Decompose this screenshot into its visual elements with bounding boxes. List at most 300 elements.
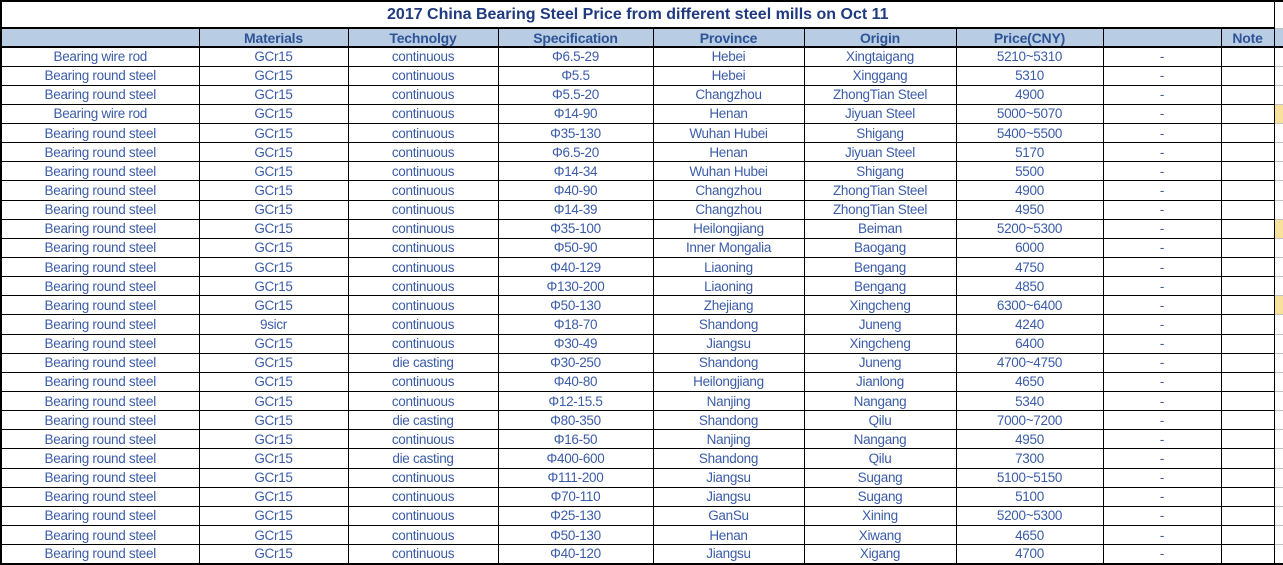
cell-materials: GCr15 [199, 277, 348, 296]
table-row [1, 219, 1283, 238]
table-row [1, 468, 1283, 487]
cell-specification: Φ14-34 [498, 162, 653, 181]
table-row [1, 200, 1283, 219]
cell-origin: Xining [804, 506, 956, 525]
cell-price: 4240 [956, 315, 1103, 334]
cell-dash: - [1103, 449, 1221, 468]
cell-note [1221, 430, 1274, 449]
cutoff-column-sliver [1274, 219, 1283, 238]
cell-origin: Qilu [804, 411, 956, 430]
cell-specification: Φ40-129 [498, 258, 653, 277]
cutoff-column-sliver [1274, 334, 1283, 353]
cell-materials: GCr15 [199, 162, 348, 181]
cell-province: Heilongjiang [653, 372, 804, 391]
cell-product: Bearing round steel [1, 526, 199, 545]
cell-technolgy: die casting [348, 353, 498, 372]
cutoff-column-sliver [1274, 372, 1283, 391]
cell-materials: GCr15 [199, 392, 348, 411]
cell-province: Nanjing [653, 392, 804, 411]
cutoff-column-sliver [1274, 238, 1283, 257]
cell-dash: - [1103, 430, 1221, 449]
table-row [1, 66, 1283, 85]
cell-product: Bearing round steel [1, 162, 199, 181]
cell-specification: Φ5.5-20 [498, 85, 653, 104]
cell-origin: Shigang [804, 124, 956, 143]
cell-dash: - [1103, 372, 1221, 391]
cutoff-column-sliver [1274, 353, 1283, 372]
cell-dash: - [1103, 47, 1221, 66]
cell-price: 4650 [956, 372, 1103, 391]
cell-technolgy: continuous [348, 487, 498, 506]
cell-dash: - [1103, 200, 1221, 219]
cell-origin: Xigang [804, 545, 956, 564]
cell-specification: Φ35-100 [498, 219, 653, 238]
cell-dash: - [1103, 487, 1221, 506]
cell-price: 7000~7200 [956, 411, 1103, 430]
cell-materials: GCr15 [199, 124, 348, 143]
cell-specification: Φ111-200 [498, 468, 653, 487]
cell-price: 7300 [956, 449, 1103, 468]
cell-materials: GCr15 [199, 353, 348, 372]
cell-materials: GCr15 [199, 545, 348, 564]
cell-technolgy: continuous [348, 124, 498, 143]
cell-price: 5200~5300 [956, 219, 1103, 238]
cutoff-column-sliver [1274, 449, 1283, 468]
cell-note [1221, 353, 1274, 372]
header-row [1, 28, 1283, 47]
title-row [1, 1, 1283, 28]
cell-technolgy: continuous [348, 334, 498, 353]
cell-materials: GCr15 [199, 506, 348, 525]
cell-origin: Xingtaigang [804, 47, 956, 66]
cell-product: Bearing round steel [1, 506, 199, 525]
cutoff-column-sliver [1274, 66, 1283, 85]
cell-product: Bearing round steel [1, 66, 199, 85]
cell-province: Wuhan Hubei [653, 162, 804, 181]
cell-materials: GCr15 [199, 238, 348, 257]
cell-province: Wuhan Hubei [653, 124, 804, 143]
cell-materials: 9sicr [199, 315, 348, 334]
cell-product: Bearing round steel [1, 296, 199, 315]
cell-origin: Baogang [804, 238, 956, 257]
cell-technolgy: continuous [348, 392, 498, 411]
cell-specification: Φ400-600 [498, 449, 653, 468]
cell-technolgy: continuous [348, 430, 498, 449]
cell-product: Bearing round steel [1, 181, 199, 200]
cell-note [1221, 411, 1274, 430]
cell-materials: GCr15 [199, 296, 348, 315]
table-row [1, 430, 1283, 449]
cell-province: Hebei [653, 66, 804, 85]
cell-province: Shandong [653, 353, 804, 372]
cell-specification: Φ80-350 [498, 411, 653, 430]
cell-province: Changzhou [653, 181, 804, 200]
cell-price: 5000~5070 [956, 104, 1103, 123]
column-header-materials: Materials [199, 28, 348, 47]
table-row [1, 47, 1283, 66]
cell-technolgy: continuous [348, 200, 498, 219]
cell-origin: Xingcheng [804, 334, 956, 353]
cell-note [1221, 449, 1274, 468]
cell-province: Henan [653, 143, 804, 162]
cell-price: 5340 [956, 392, 1103, 411]
cell-technolgy: continuous [348, 66, 498, 85]
cell-note [1221, 104, 1274, 123]
cell-province: Heilongjiang [653, 219, 804, 238]
cell-dash: - [1103, 296, 1221, 315]
cell-technolgy: continuous [348, 277, 498, 296]
cell-materials: GCr15 [199, 334, 348, 353]
cell-origin: Shigang [804, 162, 956, 181]
cell-dash: - [1103, 104, 1221, 123]
table-row [1, 392, 1283, 411]
table-row [1, 277, 1283, 296]
column-header-specification: Specification [498, 28, 653, 47]
column-header-blank-0 [1, 28, 199, 47]
cutoff-column-sliver [1274, 1, 1283, 28]
column-header-province: Province [653, 28, 804, 47]
cell-origin: Juneng [804, 315, 956, 334]
table-row [1, 124, 1283, 143]
cell-province: Shandong [653, 449, 804, 468]
cell-materials: GCr15 [199, 219, 348, 238]
cutoff-column-sliver [1274, 200, 1283, 219]
cutoff-column-sliver [1274, 545, 1283, 564]
cell-technolgy: continuous [348, 181, 498, 200]
cell-technolgy: continuous [348, 238, 498, 257]
column-header-technolgy: Technolgy [348, 28, 498, 47]
cell-product: Bearing round steel [1, 124, 199, 143]
cutoff-column-sliver [1274, 506, 1283, 525]
cell-price: 6400 [956, 334, 1103, 353]
cell-product: Bearing round steel [1, 334, 199, 353]
cell-product: Bearing wire rod [1, 47, 199, 66]
cell-technolgy: continuous [348, 372, 498, 391]
table-row [1, 143, 1283, 162]
cell-materials: GCr15 [199, 430, 348, 449]
cell-specification: Φ30-49 [498, 334, 653, 353]
cutoff-column-sliver [1274, 430, 1283, 449]
cell-product: Bearing round steel [1, 392, 199, 411]
cell-dash: - [1103, 66, 1221, 85]
cell-product: Bearing round steel [1, 430, 199, 449]
cell-province: Henan [653, 104, 804, 123]
cutoff-column-sliver [1274, 468, 1283, 487]
table-row [1, 238, 1283, 257]
table-row [1, 411, 1283, 430]
cell-product: Bearing round steel [1, 468, 199, 487]
cell-price: 4900 [956, 181, 1103, 200]
cell-price: 5100 [956, 487, 1103, 506]
cutoff-column-sliver [1274, 143, 1283, 162]
cell-technolgy: continuous [348, 162, 498, 181]
cell-product: Bearing round steel [1, 487, 199, 506]
cell-dash: - [1103, 181, 1221, 200]
cell-province: Hebei [653, 47, 804, 66]
cell-specification: Φ35-130 [498, 124, 653, 143]
cell-price: 4700~4750 [956, 353, 1103, 372]
cell-note [1221, 258, 1274, 277]
column-header-origin: Origin [804, 28, 956, 47]
cell-note [1221, 506, 1274, 525]
cell-specification: Φ5.5 [498, 66, 653, 85]
cell-note [1221, 487, 1274, 506]
cell-technolgy: die casting [348, 449, 498, 468]
cell-province: Changzhou [653, 200, 804, 219]
cell-origin: Nangang [804, 430, 956, 449]
cutoff-column-sliver [1274, 124, 1283, 143]
cell-price: 4700 [956, 545, 1103, 564]
cell-technolgy: continuous [348, 219, 498, 238]
table-row [1, 506, 1283, 525]
cell-materials: GCr15 [199, 468, 348, 487]
cell-note [1221, 296, 1274, 315]
table-row [1, 372, 1283, 391]
cell-note [1221, 277, 1274, 296]
cell-price: 5100~5150 [956, 468, 1103, 487]
table-row [1, 545, 1283, 564]
cutoff-column-sliver [1274, 85, 1283, 104]
cutoff-column-sliver [1274, 411, 1283, 430]
cell-dash: - [1103, 353, 1221, 372]
cell-price: 4950 [956, 430, 1103, 449]
table-row [1, 315, 1283, 334]
cell-dash: - [1103, 315, 1221, 334]
cell-technolgy: continuous [348, 258, 498, 277]
table-row [1, 162, 1283, 181]
cell-product: Bearing round steel [1, 449, 199, 468]
cell-specification: Φ50-130 [498, 526, 653, 545]
cell-price: 4750 [956, 258, 1103, 277]
cell-origin: Sugang [804, 468, 956, 487]
cell-dash: - [1103, 277, 1221, 296]
cell-origin: Nangang [804, 392, 956, 411]
cutoff-column-sliver [1274, 315, 1283, 334]
cell-product: Bearing round steel [1, 258, 199, 277]
cell-materials: GCr15 [199, 487, 348, 506]
column-header-note: Note [1221, 28, 1274, 47]
cell-price: 4850 [956, 277, 1103, 296]
cell-note [1221, 200, 1274, 219]
cell-specification: Φ40-120 [498, 545, 653, 564]
cell-origin: Beiman [804, 219, 956, 238]
table-row [1, 449, 1283, 468]
cell-product: Bearing round steel [1, 315, 199, 334]
cell-product: Bearing round steel [1, 219, 199, 238]
cell-dash: - [1103, 545, 1221, 564]
cell-note [1221, 238, 1274, 257]
cell-technolgy: continuous [348, 296, 498, 315]
table-row [1, 85, 1283, 104]
cell-province: Inner Mongalia [653, 238, 804, 257]
table-row [1, 487, 1283, 506]
cell-product: Bearing round steel [1, 372, 199, 391]
column-header-price: Price(CNY) [956, 28, 1103, 47]
cutoff-column-sliver [1274, 104, 1283, 123]
cell-materials: GCr15 [199, 104, 348, 123]
cell-origin: Jianlong [804, 372, 956, 391]
cell-note [1221, 372, 1274, 391]
cell-province: Changzhou [653, 85, 804, 104]
cutoff-column-sliver [1274, 526, 1283, 545]
cell-note [1221, 66, 1274, 85]
cell-price: 4650 [956, 526, 1103, 545]
cell-province: Jiangsu [653, 487, 804, 506]
cell-origin: Bengang [804, 277, 956, 296]
cell-dash: - [1103, 162, 1221, 181]
cell-product: Bearing round steel [1, 200, 199, 219]
cell-province: Jiangsu [653, 545, 804, 564]
cell-technolgy: continuous [348, 526, 498, 545]
table-row [1, 104, 1283, 123]
cell-technolgy: continuous [348, 468, 498, 487]
cell-product: Bearing round steel [1, 545, 199, 564]
cell-dash: - [1103, 85, 1221, 104]
cell-note [1221, 315, 1274, 334]
cell-note [1221, 334, 1274, 353]
cell-price: 6000 [956, 238, 1103, 257]
cell-note [1221, 392, 1274, 411]
cell-province: Zhejiang [653, 296, 804, 315]
cell-dash: - [1103, 392, 1221, 411]
cell-specification: Φ14-39 [498, 200, 653, 219]
cutoff-column-sliver [1274, 392, 1283, 411]
cell-technolgy: continuous [348, 506, 498, 525]
cell-origin: Jiyuan Steel [804, 143, 956, 162]
cell-origin: Juneng [804, 353, 956, 372]
cell-price: 5310 [956, 66, 1103, 85]
column-header-blank-7 [1103, 28, 1221, 47]
cell-dash: - [1103, 219, 1221, 238]
cell-note [1221, 85, 1274, 104]
cell-product: Bearing round steel [1, 411, 199, 430]
cell-note [1221, 162, 1274, 181]
table-row [1, 258, 1283, 277]
cell-specification: Φ16-50 [498, 430, 653, 449]
cell-specification: Φ18-70 [498, 315, 653, 334]
cutoff-column-sliver [1274, 487, 1283, 506]
cell-specification: Φ50-90 [498, 238, 653, 257]
cell-materials: GCr15 [199, 85, 348, 104]
cell-materials: GCr15 [199, 449, 348, 468]
cell-technolgy: continuous [348, 104, 498, 123]
cell-note [1221, 143, 1274, 162]
cell-note [1221, 219, 1274, 238]
cell-province: Shandong [653, 411, 804, 430]
cell-price: 5500 [956, 162, 1103, 181]
cell-materials: GCr15 [199, 411, 348, 430]
cell-dash: - [1103, 526, 1221, 545]
cell-origin: Xinggang [804, 66, 956, 85]
cell-technolgy: continuous [348, 47, 498, 66]
cell-province: Shandong [653, 315, 804, 334]
table-row [1, 353, 1283, 372]
cell-note [1221, 468, 1274, 487]
cell-note [1221, 47, 1274, 66]
cell-dash: - [1103, 238, 1221, 257]
cell-specification: Φ50-130 [498, 296, 653, 315]
cell-note [1221, 124, 1274, 143]
cell-note [1221, 545, 1274, 564]
cell-specification: Φ40-90 [498, 181, 653, 200]
cell-product: Bearing round steel [1, 353, 199, 372]
cutoff-column-sliver [1274, 277, 1283, 296]
cell-specification: Φ14-90 [498, 104, 653, 123]
cell-origin: Bengang [804, 258, 956, 277]
cell-dash: - [1103, 506, 1221, 525]
cell-technolgy: continuous [348, 545, 498, 564]
cell-dash: - [1103, 334, 1221, 353]
table-row [1, 334, 1283, 353]
cell-dash: - [1103, 124, 1221, 143]
cell-price: 4950 [956, 200, 1103, 219]
cell-price: 5210~5310 [956, 47, 1103, 66]
cell-price: 4900 [956, 85, 1103, 104]
cell-technolgy: continuous [348, 85, 498, 104]
cell-province: Liaoning [653, 277, 804, 296]
cutoff-column-sliver [1274, 296, 1283, 315]
cell-dash: - [1103, 468, 1221, 487]
cell-province: GanSu [653, 506, 804, 525]
cell-specification: Φ30-250 [498, 353, 653, 372]
cell-specification: Φ6.5-20 [498, 143, 653, 162]
cell-price: 5400~5500 [956, 124, 1103, 143]
cell-origin: Sugang [804, 487, 956, 506]
cell-province: Nanjing [653, 430, 804, 449]
cell-specification: Φ130-200 [498, 277, 653, 296]
cell-materials: GCr15 [199, 66, 348, 85]
cell-materials: GCr15 [199, 372, 348, 391]
page-title: 2017 China Bearing Steel Price from different steel mills on Oct 11 [1, 1, 1274, 28]
cell-materials: GCr15 [199, 200, 348, 219]
cell-province: Henan [653, 526, 804, 545]
cell-product: Bearing wire rod [1, 104, 199, 123]
table-row [1, 526, 1283, 545]
cell-specification: Φ70-110 [498, 487, 653, 506]
table-row [1, 296, 1283, 315]
cell-materials: GCr15 [199, 181, 348, 200]
cell-origin: ZhongTian Steel [804, 181, 956, 200]
cell-origin: Qilu [804, 449, 956, 468]
cell-specification: Φ6.5-29 [498, 47, 653, 66]
cell-materials: GCr15 [199, 47, 348, 66]
cell-origin: Xingcheng [804, 296, 956, 315]
cell-product: Bearing round steel [1, 85, 199, 104]
cell-materials: GCr15 [199, 526, 348, 545]
table-body [1, 47, 1283, 564]
cell-origin: Jiyuan Steel [804, 104, 956, 123]
cell-price: 5200~5300 [956, 506, 1103, 525]
cutoff-column-sliver [1274, 181, 1283, 200]
cell-technolgy: die casting [348, 411, 498, 430]
cell-origin: ZhongTian Steel [804, 200, 956, 219]
cell-dash: - [1103, 258, 1221, 277]
cutoff-column-sliver [1274, 28, 1283, 47]
cell-note [1221, 181, 1274, 200]
cell-materials: GCr15 [199, 143, 348, 162]
cell-price: 5170 [956, 143, 1103, 162]
cell-province: Jiangsu [653, 468, 804, 487]
cell-dash: - [1103, 143, 1221, 162]
cell-province: Liaoning [653, 258, 804, 277]
cell-product: Bearing round steel [1, 277, 199, 296]
cell-specification: Φ40-80 [498, 372, 653, 391]
cell-province: Jiangsu [653, 334, 804, 353]
cutoff-column-sliver [1274, 162, 1283, 181]
cell-product: Bearing round steel [1, 143, 199, 162]
cell-specification: Φ25-130 [498, 506, 653, 525]
cell-product: Bearing round steel [1, 238, 199, 257]
